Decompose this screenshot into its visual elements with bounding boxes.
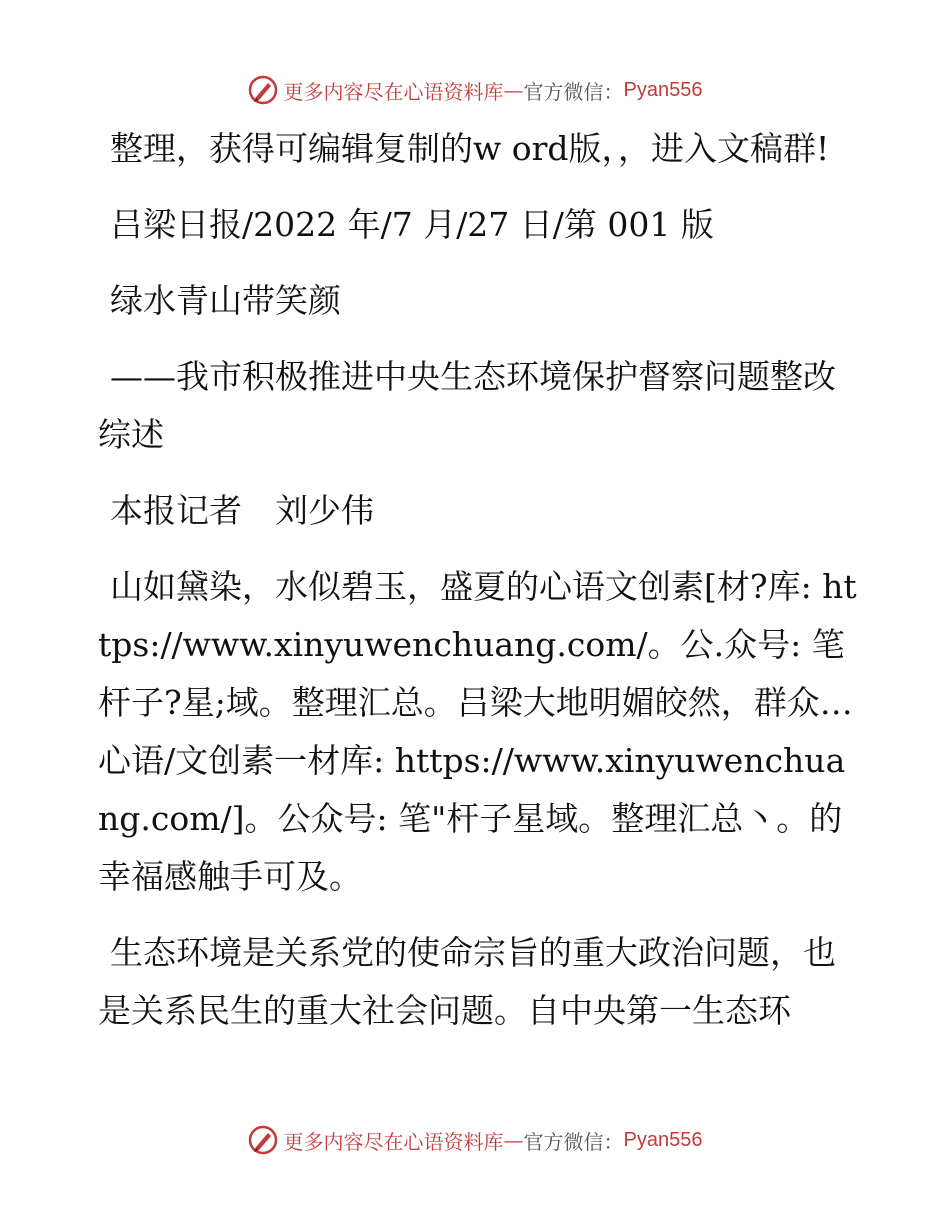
- watermark-label: 官方微信：: [523, 79, 624, 104]
- watermark-banner-top: [0, 70, 950, 110]
- watermark-separator: —: [503, 1128, 524, 1152]
- intro-note: 整理，获得可编辑复制的w ord版，，进入文稿群!: [110, 129, 830, 168]
- pen-logo-icon: [248, 1125, 278, 1155]
- body-paragraph: 生态环境是关系党的使命宗旨的重大政治问题，也是关系民生的重大社会问题。自中央第一生态环: [98, 933, 836, 1030]
- watermark-banner-bottom: [0, 1120, 950, 1160]
- watermark-wechat-id: Pyan556: [623, 1128, 703, 1151]
- watermark-slogan: 更多内容尽在心语资料库: [283, 79, 504, 104]
- article-title: 绿水青山带笑颜: [110, 281, 341, 320]
- article-subtitle: ——我市积极推进中央生态环境保护督察问题整改综述: [98, 357, 836, 454]
- byline: 本报记者 刘少伟: [110, 491, 374, 530]
- pen-logo-icon: [248, 75, 278, 105]
- watermark-slogan: 更多内容尽在心语资料库: [283, 1129, 504, 1154]
- body-paragraph: 山如黛染，水似碧玉，盛夏的心语文创素[材?库: https://www.xinyuwenchuang.com/。公.众号: 笔杆子?星;域。整理汇总。吕梁大地明媚皎然，群众…心语/文创素一材库: https://www.xinyuwenchuang.com/]。公众号: 笔"杆子星域。整理汇总丶。的幸福感触手可及。: [98, 567, 857, 896]
- watermark-wechat-id: Pyan556: [623, 78, 703, 101]
- document-body: [98, 120, 858, 1058]
- watermark-separator: —: [503, 78, 524, 102]
- watermark-label: 官方微信：: [523, 1129, 624, 1154]
- source-line: 吕梁日报/2022 年/7 月/27 日/第 001 版: [110, 205, 714, 244]
